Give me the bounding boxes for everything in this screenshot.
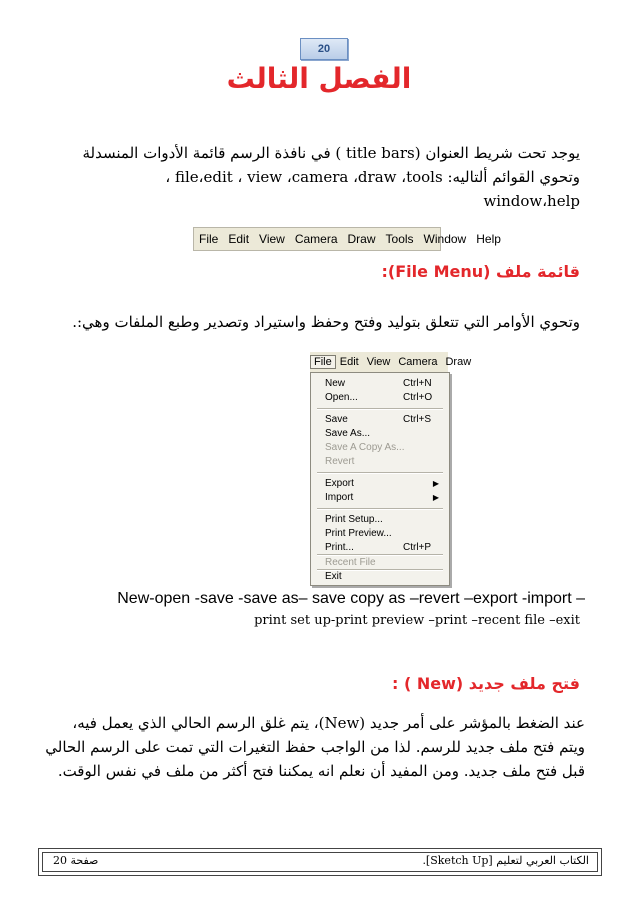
intro-line-1: يوجد تحت شريط العنوان (title bars ) في نافذة الرسم قائمة الأدوات المنسدلة xyxy=(82,144,580,162)
fm-bar-draw: Draw xyxy=(445,356,472,368)
fm-separator xyxy=(317,472,443,474)
fm-item-open: Open... Ctrl+O xyxy=(325,392,433,403)
fm-item-print-preview: Print Preview... xyxy=(325,528,392,539)
menubar-item-tools: Tools xyxy=(385,232,414,246)
fm-item-save-copy-as: Save A Copy As... xyxy=(325,442,405,453)
fm-item-export: Export ▶ xyxy=(325,478,439,489)
fm-item-recent-file: Recent File xyxy=(325,557,376,568)
fm-item-save-as: Save As... xyxy=(325,428,371,439)
new-body-line-3: قبل فتح ملف جديد. ومن المفيد أن نعلم انه يمكننا فتح أكثر من ملف في نفس الوقت. xyxy=(57,762,585,780)
submenu-arrow-icon: ▶ xyxy=(432,479,439,488)
chapter-title: الفصل الثالث xyxy=(226,62,412,95)
footer-page-number: صفحة 20 xyxy=(53,854,99,867)
page-number-badge: 20 xyxy=(300,38,348,60)
file-menu-description: وتحوي الأوامر التي تتعلق بتوليد وفتح وحفظ واستيراد وتصدير وطبع الملفات وهي:. xyxy=(72,313,580,331)
menubar-item-view: View xyxy=(259,232,285,246)
fm-separator xyxy=(317,554,443,556)
page-footer xyxy=(38,848,602,876)
fm-item-print: Print... Ctrl+P xyxy=(325,542,432,553)
fm-separator xyxy=(317,408,443,410)
fm-bar-edit: Edit xyxy=(339,356,359,368)
menubar-item-draw: Draw xyxy=(347,232,376,246)
menubar-item-file: File xyxy=(199,232,219,246)
fm-item-revert: Revert xyxy=(325,456,355,467)
menubar-screenshot xyxy=(193,227,501,251)
file-menu-heading: قائمة ملف (File Menu): xyxy=(381,262,580,281)
footer-book-title: الكتاب العربي لتعليم [Sketch Up]. xyxy=(422,854,589,867)
intro-line-3: window،help xyxy=(483,192,580,210)
fm-bar-file: File xyxy=(310,355,336,369)
new-body-line-2: ويتم فتح ملف جديد للرسم. لذا من الواجب حفظ التغيرات التي تمت على الرسم الحالي xyxy=(45,738,585,756)
file-menu-screenshot xyxy=(310,372,450,586)
fm-bar-view: View xyxy=(366,356,391,368)
fm-bar-camera: Camera xyxy=(398,356,438,368)
fm-item-exit: Exit xyxy=(325,571,342,582)
menubar-item-help: Help xyxy=(476,232,501,246)
intro-line-2: وتحوي القوائم ألتاليه: file،edit ، view ،camera ،draw ،tools ، xyxy=(165,168,580,186)
submenu-arrow-icon: ▶ xyxy=(432,493,439,502)
fm-item-import: Import ▶ xyxy=(325,492,439,503)
new-file-heading: فتح ملف جديد (New ) : xyxy=(392,674,580,693)
file-menu-bar-screenshot xyxy=(310,352,472,373)
fm-item-save: Save Ctrl+S xyxy=(325,414,432,425)
menubar-item-edit: Edit xyxy=(228,232,250,246)
commands-line-2: print set up-print preview –print –recent file –exit xyxy=(254,613,580,628)
menubar-item-window: Window xyxy=(423,232,467,246)
menubar-item-camera: Camera xyxy=(294,232,338,246)
fm-separator xyxy=(317,508,443,510)
commands-line-1: New-open -save -save as– save copy as –revert –export -import – xyxy=(117,590,585,607)
fm-item-new: New Ctrl+N xyxy=(325,378,432,389)
fm-item-print-setup: Print Setup... xyxy=(325,514,383,525)
new-body-line-1: عند الضغط بالمؤشر على أمر جديد (New)، يتم غلق الرسم الحالي الذي يعمل فيه، xyxy=(72,714,585,732)
